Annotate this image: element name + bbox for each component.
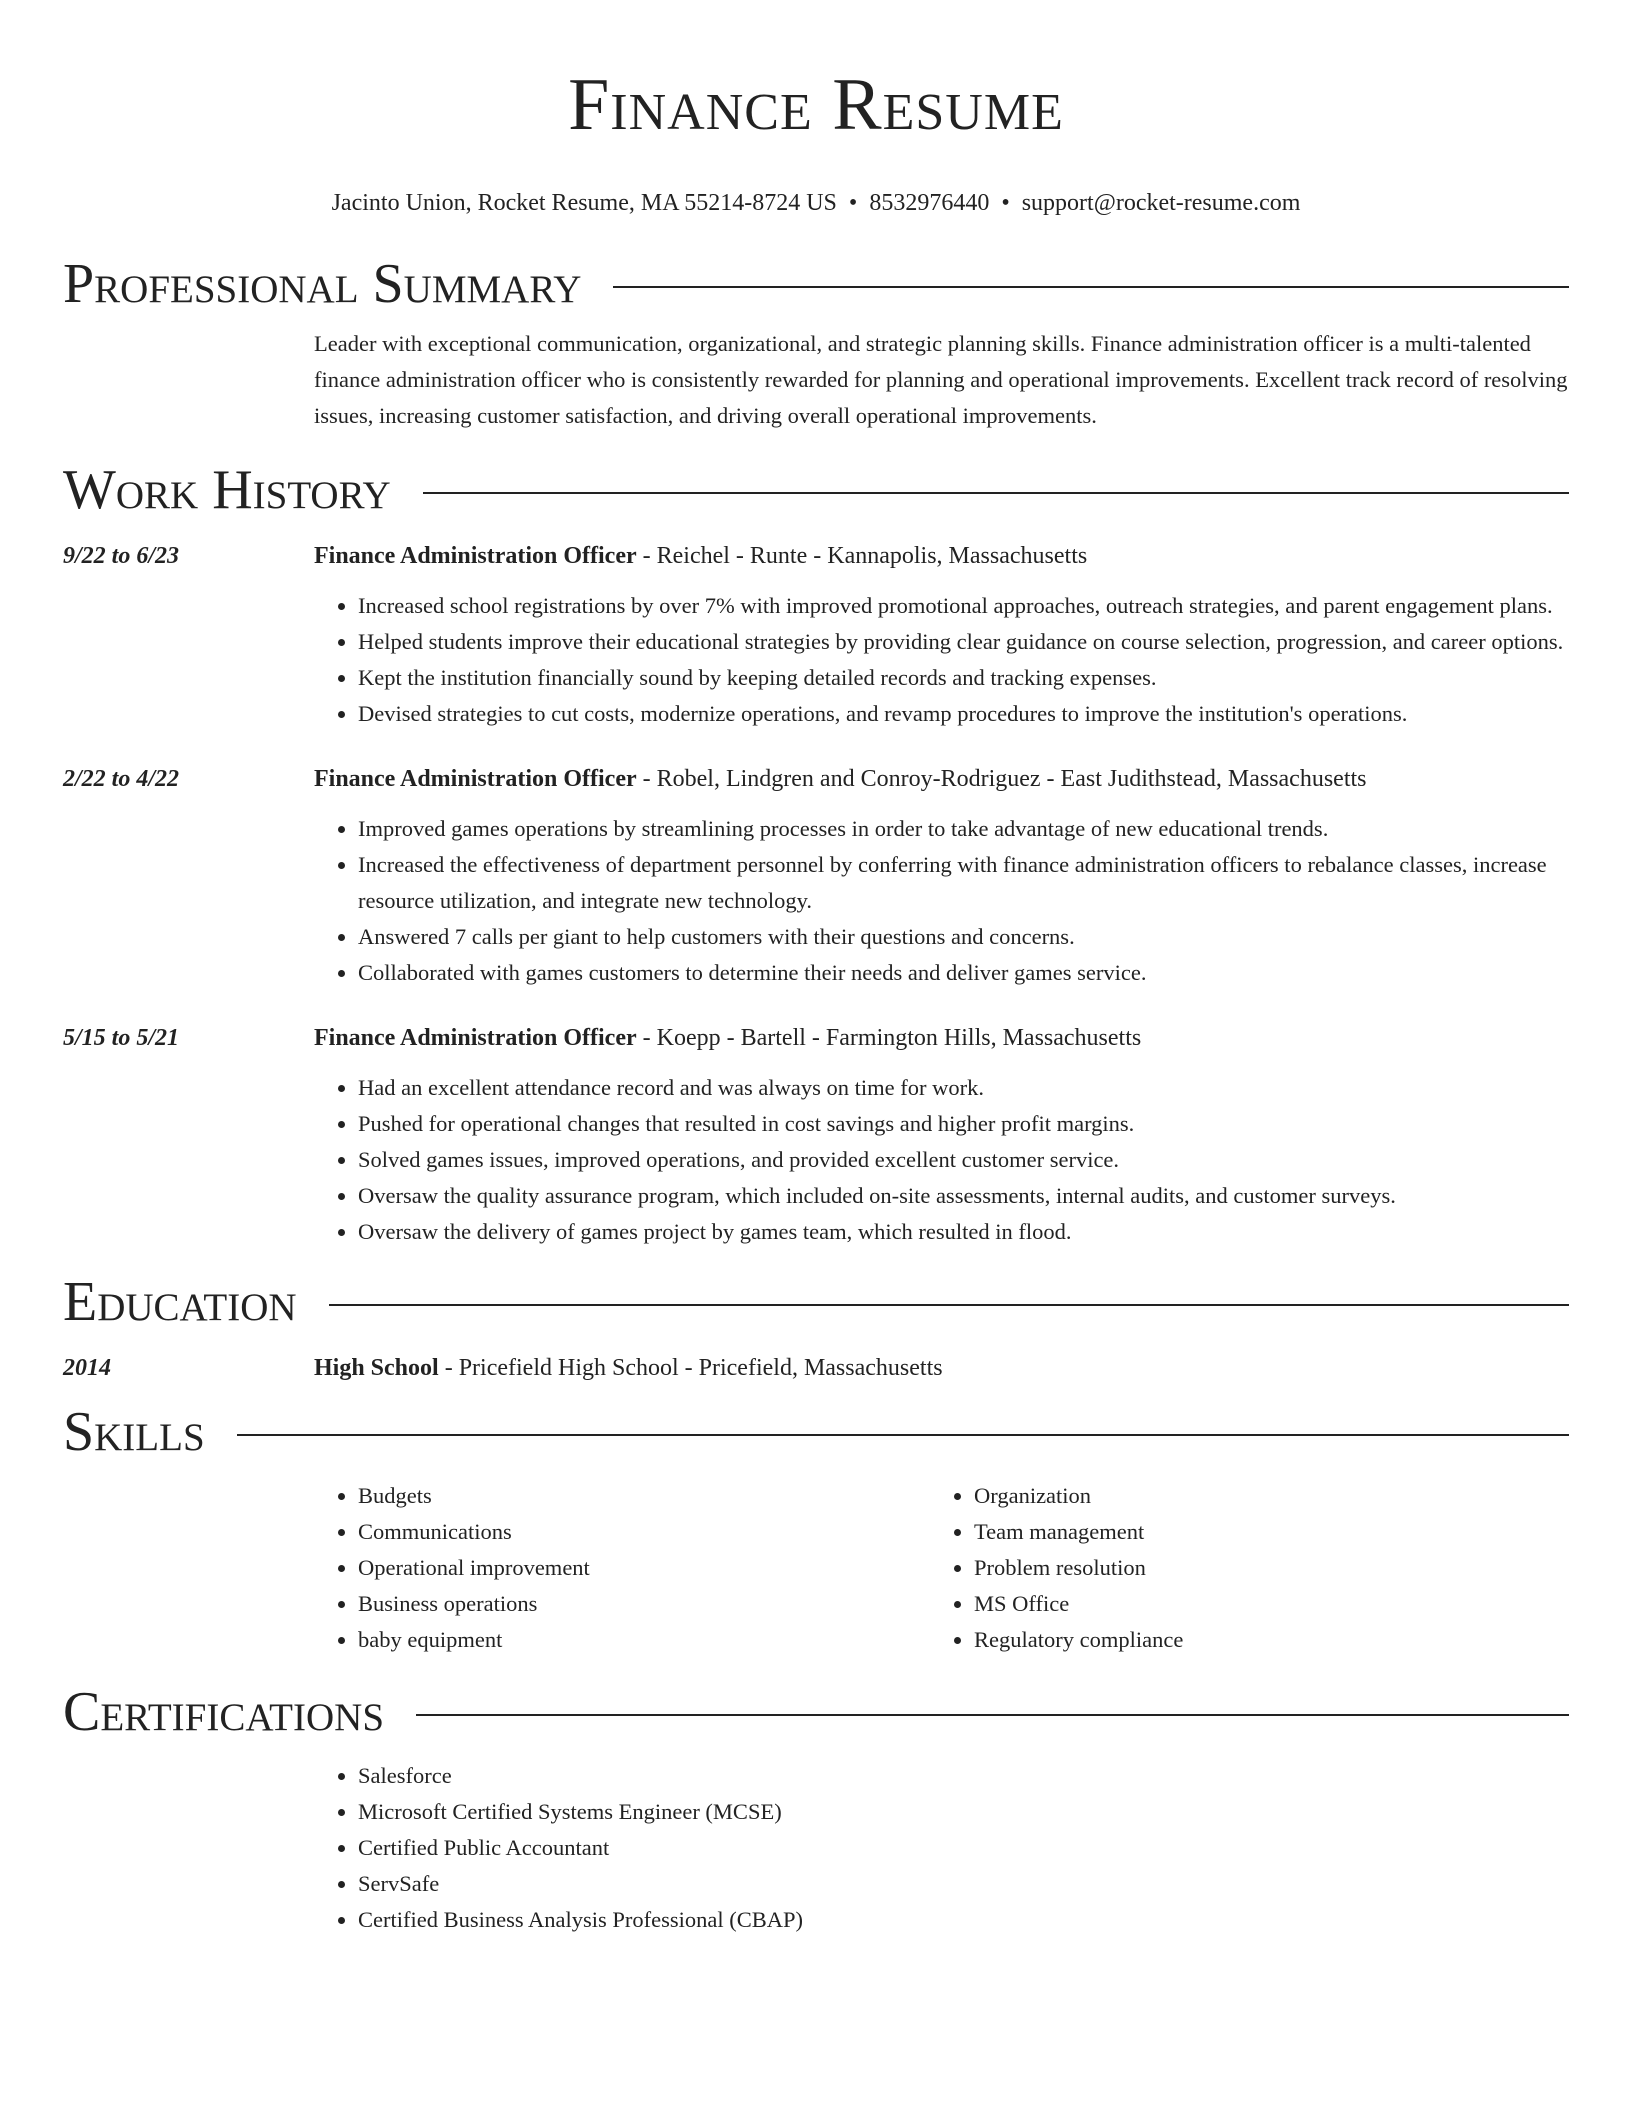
resume-title: Finance Resume [568, 64, 1064, 146]
job-entry [63, 1020, 1569, 1250]
skill-item: • Team management [974, 1514, 1546, 1550]
skill-item: • Regulatory compliance [974, 1622, 1546, 1658]
job-entry [63, 538, 1569, 732]
certifications-list [314, 1758, 1569, 1938]
summary-section-header [63, 252, 1569, 316]
skill-item: • baby equipment [358, 1622, 930, 1658]
job-employer-location: - Reichel - Runte - Kannapolis, Massachusetts [636, 543, 1088, 569]
education-line [314, 1350, 1569, 1386]
job-bullet: • Oversaw the quality assurance program, which included on-site assessments, internal audits, and customer surveys. [358, 1178, 1569, 1214]
job-dates: 2/22 to 4/22 [63, 766, 180, 792]
certification-item: • Microsoft Certified Systems Engineer (MCSE) [358, 1794, 1569, 1830]
job-dates: 5/15 to 5/21 [63, 1025, 180, 1051]
section-divider [237, 1434, 1569, 1436]
summary-heading: Professional Summary [63, 253, 582, 315]
section-divider [423, 492, 1569, 494]
job-employer-location: - Robel, Lindgren and Conroy-Rodriguez - East Judithstead, Massachusetts [636, 766, 1367, 792]
job-body [314, 538, 1569, 732]
job-bullet: • Kept the institution financially sound by keeping detailed records and tracking expenses. [358, 660, 1569, 696]
job-bullets [314, 811, 1569, 991]
job-bullet: • Oversaw the delivery of games project by games team, which resulted in flood. [358, 1214, 1569, 1250]
job-entry [63, 761, 1569, 991]
job-dates: 9/22 to 6/23 [63, 543, 180, 569]
job-title: Finance Administration Officer [314, 543, 637, 569]
skills-column-left [314, 1478, 930, 1658]
job-bullet: • Helped students improve their educational strategies by providing clear guidance on course selection, progression, and career options. [358, 624, 1569, 660]
skills-column-right [930, 1478, 1546, 1658]
section-divider [416, 1714, 1569, 1716]
section-divider [613, 286, 1569, 288]
job-employer-location: - Koepp - Bartell - Farmington Hills, Massachusetts [636, 1025, 1142, 1051]
skills-heading: Skills [63, 1401, 205, 1463]
job-title-line [314, 761, 1569, 797]
job-bullet: • Collaborated with games customers to determine their needs and deliver games service. [358, 955, 1569, 991]
job-bullet: • Increased school registrations by over 7% with improved promotional approaches, outreach strategies, and parent engagement plans. [358, 588, 1569, 624]
job-bullet: • Increased the effectiveness of department personnel by conferring with finance administration officers to rebalance classes, increase resource utilization, and integrate new technology. [358, 847, 1569, 919]
skill-item: • Business operations [358, 1586, 930, 1622]
certification-item: • Salesforce [358, 1758, 1569, 1794]
job-title: Finance Administration Officer [314, 1025, 637, 1051]
contact-separator: • [848, 190, 858, 216]
work-heading: Work History [63, 459, 391, 521]
education-heading: Education [63, 1271, 297, 1333]
contact-email: support@rocket-resume.com [1021, 190, 1301, 216]
job-bullets [314, 588, 1569, 732]
job-bullets [314, 1070, 1569, 1250]
education-section-header [63, 1270, 1569, 1334]
job-title-line [314, 538, 1569, 574]
job-body [314, 761, 1569, 991]
job-title-line [314, 1020, 1569, 1056]
education-school-location: - Pricefield High School - Pricefield, Massachusetts [438, 1355, 943, 1381]
skill-item: • Communications [358, 1514, 930, 1550]
skill-item: • Operational improvement [358, 1550, 930, 1586]
contact-line [63, 188, 1569, 218]
job-bullet: • Pushed for operational changes that resulted in cost savings and higher profit margins. [358, 1106, 1569, 1142]
job-bullet: • Had an excellent attendance record and was always on time for work. [358, 1070, 1569, 1106]
certifications-heading: Certifications [63, 1681, 385, 1743]
job-title: Finance Administration Officer [314, 766, 637, 792]
skill-item: • Organization [974, 1478, 1546, 1514]
contact-address: Jacinto Union, Rocket Resume, MA 55214-8724 US [331, 190, 837, 216]
skill-item: • Problem resolution [974, 1550, 1546, 1586]
summary-text: Leader with exceptional communication, organizational, and strategic planning skills. Finance administration officer is a multi-talented finance administration officer who is consistently rewarded for planning and operational improvements. Excellent track record of resolving issues, increasing customer satisfaction, and driving overall operational improvements. [314, 331, 1568, 428]
work-section-header [63, 458, 1569, 522]
job-bullet: • Solved games issues, improved operations, and provided excellent customer service. [358, 1142, 1569, 1178]
skills-section-header [63, 1400, 1569, 1464]
education-year: 2014 [63, 1355, 111, 1381]
certification-item: • ServSafe [358, 1866, 1569, 1902]
education-body [314, 1350, 1569, 1386]
education-degree: High School [314, 1355, 439, 1381]
certification-item: • Certified Business Analysis Professional (CBAP) [358, 1902, 1569, 1938]
certifications-section-header [63, 1680, 1569, 1744]
skills-list [314, 1478, 1569, 1658]
skill-item: • MS Office [974, 1586, 1546, 1622]
skill-item: • Budgets [358, 1478, 930, 1514]
certification-item: • Certified Public Accountant [358, 1830, 1569, 1866]
section-divider [329, 1304, 1569, 1306]
job-bullet: • Devised strategies to cut costs, modernize operations, and revamp procedures to improve the institution's operations. [358, 696, 1569, 732]
contact-separator: • [1001, 190, 1010, 216]
contact-phone: 8532976440 [869, 190, 990, 216]
education-entry [63, 1350, 1569, 1386]
job-body [314, 1020, 1569, 1250]
job-bullet: • Answered 7 calls per giant to help customers with their questions and concerns. [358, 919, 1569, 955]
job-bullet: • Improved games operations by streamlining processes in order to take advantage of new educational trends. [358, 811, 1569, 847]
